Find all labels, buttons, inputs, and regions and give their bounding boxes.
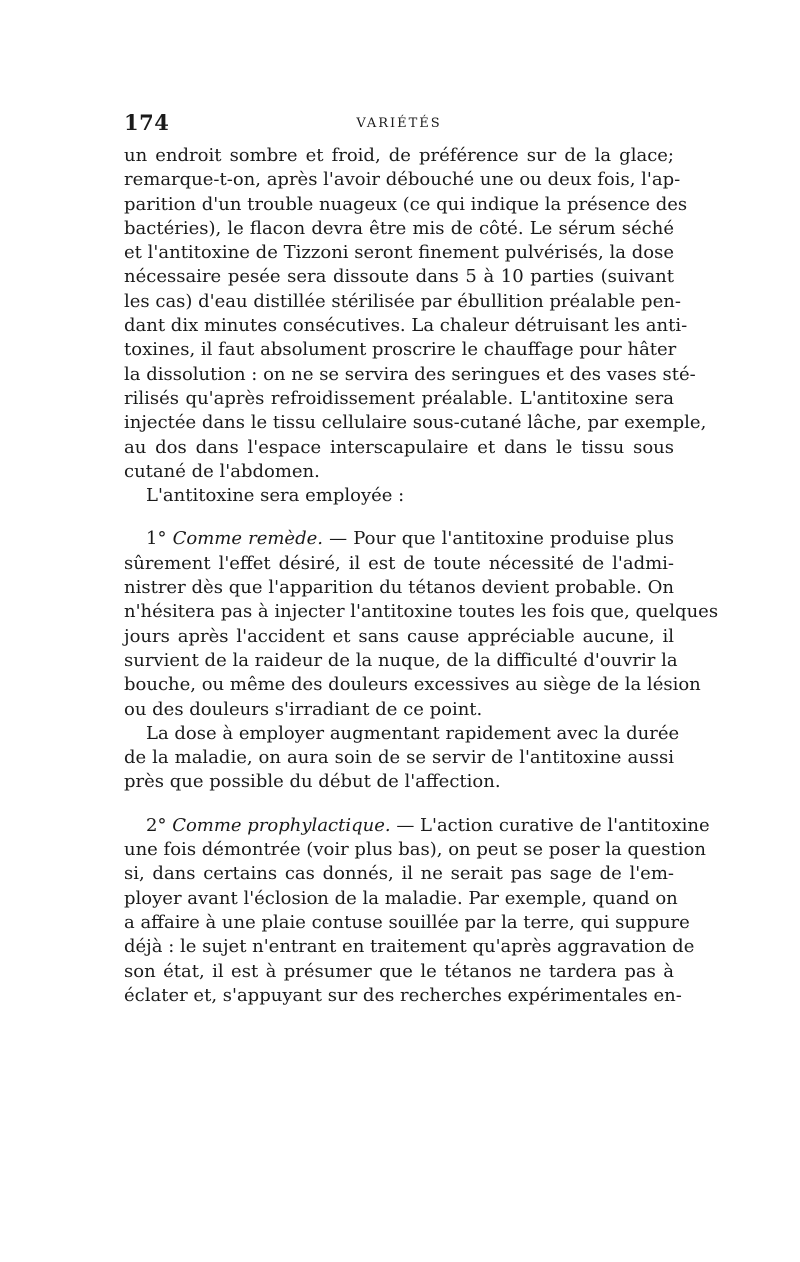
text-line: toxines, il faut absolument proscrire le chauffage pour hâter	[124, 339, 677, 361]
section-number: 1°	[146, 528, 167, 550]
text-line: une fois démontrée (voir plus bas), on peut se poser la question	[124, 839, 706, 861]
page-number: 174	[124, 110, 170, 135]
page-header	[124, 110, 674, 144]
text-line: L'antitoxine sera employée :	[146, 485, 405, 507]
text-line: et l'antitoxine de Tizzoni seront finement pulvérisés, la dose	[124, 242, 674, 264]
text-line: dant dix minutes consécutives. La chaleur détruisant les anti-	[124, 315, 688, 337]
text-line: bouche, ou même des douleurs excessives au siège de la lésion	[124, 674, 701, 696]
text-line: jours après l'accident et sans cause appréciable aucune, il	[124, 625, 674, 647]
text-line: a affaire à une plaie contuse souillée par la terre, qui suppure	[124, 911, 690, 933]
paragraph	[124, 144, 707, 484]
section-number: 2°	[146, 814, 167, 836]
text-line: rilisés qu'après refroidissement préalable. L'antitoxine sera	[124, 387, 674, 409]
text-line: parition d'un trouble nuageux (ce qui indique la présence des	[124, 193, 688, 215]
text-line: si, dans certains cas donnés, il ne serait pas sage de l'em-	[124, 863, 674, 885]
text-line: injectée dans le tissu cellulaire sous-cutané lâche, par exemple,	[124, 412, 707, 434]
section-heading: Comme remède.	[172, 528, 323, 550]
text-line: au dos dans l'espace interscapulaire et dans le tissu sous	[124, 436, 674, 458]
text-line: la dissolution : on ne se servira des seringues et des vases sté-	[124, 363, 696, 385]
text-line: ou des douleurs s'irradiant de ce point.	[124, 698, 483, 720]
text-line: nécessaire pesée sera dissoute dans 5 à 10 parties (suivant	[124, 266, 674, 288]
book-page	[124, 110, 719, 1008]
text-line: remarque-t-on, après l'avoir débouché une ou deux fois, l'ap-	[124, 169, 681, 191]
running-head: VARIÉTÉS	[356, 116, 442, 131]
text-line: les cas) d'eau distillée stérilisée par ébullition préalable pen-	[124, 290, 681, 312]
paragraph-comme-prophylactique	[124, 814, 710, 1008]
text-line: nistrer dès que l'apparition du tétanos devient probable. On	[124, 577, 674, 599]
text-line: La dose à employer augmentant rapidement avec la durée	[146, 722, 680, 744]
text-line: sûrement l'effet désiré, il est de toute nécessité de l'admi-	[124, 552, 674, 574]
text-line: éclater et, s'appuyant sur des recherches expérimentales en-	[124, 984, 682, 1006]
text-line: n'hésitera pas à injecter l'antitoxine toutes les fois que, quelques	[124, 601, 719, 623]
paragraph-comme-remede	[124, 527, 719, 721]
text-line: de la maladie, on aura soin de se servir de l'antitoxine aussi	[124, 747, 674, 769]
text-line: ployer avant l'éclosion de la maladie. Par exemple, quand on	[124, 887, 678, 909]
paragraph	[124, 484, 674, 508]
text-line: un endroit sombre et froid, de préférence sur de la glace;	[124, 145, 674, 166]
text-line	[124, 814, 710, 838]
text-line: déjà : le sujet n'entrant en traitement qu'après aggravation de	[124, 936, 695, 958]
section-heading: Comme prophylactique.	[172, 814, 391, 836]
text-run: — L'action curative de l'antitoxine	[390, 814, 710, 836]
text-line: son état, il est à présumer que le tétanos ne tardera pas à	[124, 960, 674, 982]
text-line: près que possible du début de l'affection.	[124, 771, 501, 793]
text-line: cutané de l'abdomen.	[124, 460, 320, 482]
text-line	[124, 527, 674, 551]
text-line: survient de la raideur de la nuque, de la difficulté d'ouvrir la	[124, 649, 678, 671]
paragraph	[124, 722, 680, 795]
text-line: bactéries), le flacon devra être mis de côté. Le sérum séché	[124, 217, 674, 239]
text-run: — Pour que l'antitoxine produise plus	[322, 528, 674, 550]
